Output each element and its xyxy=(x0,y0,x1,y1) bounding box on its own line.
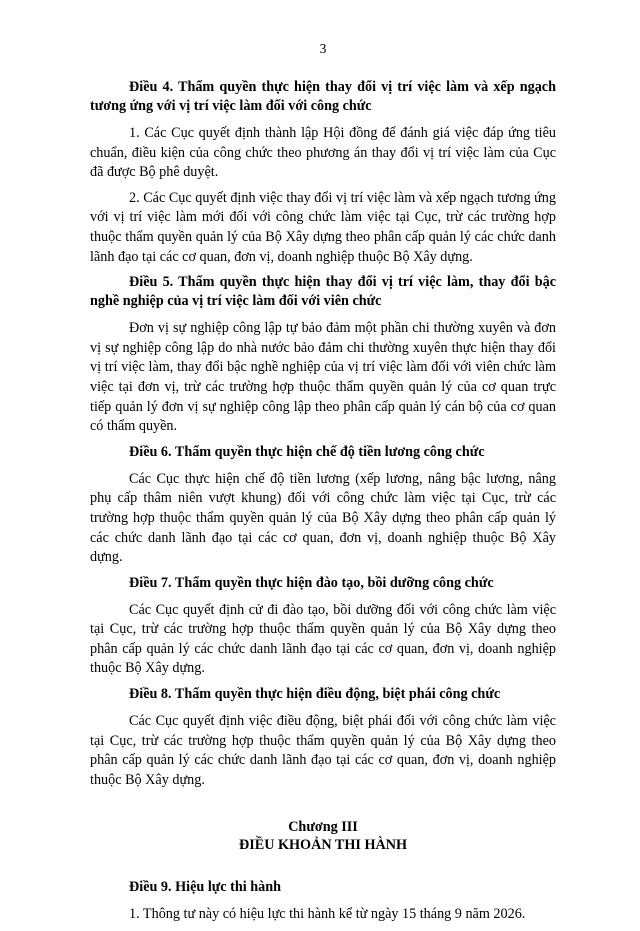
article-paragraph: 2. Các Cục quyết định việc thay đổi vị trí việc làm và xếp ngạch tương ứng với vị trí việc làm mới đối với công chức làm việc tại Cục, trừ các trường hợp thuộc thẩm quyền quản lý của Bộ Xây dựng theo phân cấp quản lý các chức danh lãnh đạo tại các cơ quan, đơn vị, doanh nghiệp thuộc Bộ Xây dựng. xyxy=(90,189,556,265)
article-title: Điều 5. Thẩm quyền thực hiện thay đổi vị trí việc làm, thay đổi bậc nghề nghiệp của vị trí việc làm đối với viên chức xyxy=(90,274,556,310)
article-title: Điều 6. Thẩm quyền thực hiện chế độ tiền lương công chức xyxy=(129,443,485,460)
article-4 xyxy=(90,78,556,267)
article-6 xyxy=(90,443,556,568)
article-5 xyxy=(90,273,556,437)
document-page xyxy=(90,40,556,931)
article-7 xyxy=(90,574,556,679)
article-title: Điều 4. Thẩm quyền thực hiện thay đổi vị trí việc làm và xếp ngạch tương ứng với vị trí việc làm đối với công chức xyxy=(90,79,556,114)
chapter-heading: ĐIỀU KHOẢN THI HÀNH xyxy=(238,837,408,854)
chapter-label: Chương III xyxy=(288,819,358,836)
article-title: Điều 7. Thẩm quyền thực hiện đào tạo, bồi dưỡng công chức xyxy=(129,574,494,591)
article-9 xyxy=(90,878,556,925)
article-paragraph: Các Cục quyết định cử đi đào tạo, bồi dưỡng đối với công chức làm việc tại Cục, trừ các trường hợp thuộc thẩm quyền quản lý của Bộ Xây dựng theo phân cấp quản lý các chức danh lãnh đạo tại các cơ quan, đơn vị, doanh nghiệp thuộc Bộ Xây dựng. xyxy=(90,601,556,677)
article-paragraph: Các Cục thực hiện chế độ tiền lương (xếp lương, nâng bậc lương, nâng phụ cấp thâm niên vượt khung) đối với công chức làm việc tại Cục, trừ các trường hợp thuộc thẩm quyền quản lý của Bộ Xây dựng theo phân cấp quản lý các chức danh lãnh đạo tại các cơ quan, đơn vị, doanh nghiệp thuộc Bộ Xây dựng. xyxy=(90,470,556,566)
article-8 xyxy=(90,685,556,790)
article-paragraph: Đơn vị sự nghiệp công lập tự bảo đảm một phần chi thường xuyên và đơn vị sự nghiệp công lập do nhà nước bảo đảm chi thường xuyên thực hiện thay đổi vị trí việc làm, thay đổi bậc nghề nghiệp của vị trí việc làm đối với viên chức làm việc tại đơn vị, trừ các trường hợp thuộc thẩm quyền quản lý của cơ quan trực tiếp quản lý đơn vị sự nghiệp công lập theo phân cấp quản lý cán bộ của cơ quan có thẩm quyền. xyxy=(90,320,556,435)
article-paragraph: 1. Thông tư này có hiệu lực thi hành kể từ ngày 15 tháng 9 năm 2026. xyxy=(129,906,526,923)
article-title: Điều 9. Hiệu lực thi hành xyxy=(129,879,281,896)
article-paragraph: 1. Các Cục quyết định thành lập Hội đồng để đánh giá việc đáp ứng tiêu chuẩn, điều kiện của công chức theo phương án thay đổi vị trí việc làm của Cục đã được Bộ phê duyệt. xyxy=(90,125,556,181)
article-paragraph: Các Cục quyết định việc điều động, biệt phái đối với công chức làm việc tại Cục, trừ các trường hợp thuộc thẩm quyền quản lý của Bộ Xây dựng theo phân cấp quản lý các chức danh lãnh đạo tại các cơ quan, đơn vị, doanh nghiệp thuộc Bộ Xây dựng. xyxy=(90,713,556,788)
article-title: Điều 8. Thẩm quyền thực hiện điều động, biệt phái công chức xyxy=(129,686,501,703)
page-number: 3 xyxy=(319,41,327,56)
